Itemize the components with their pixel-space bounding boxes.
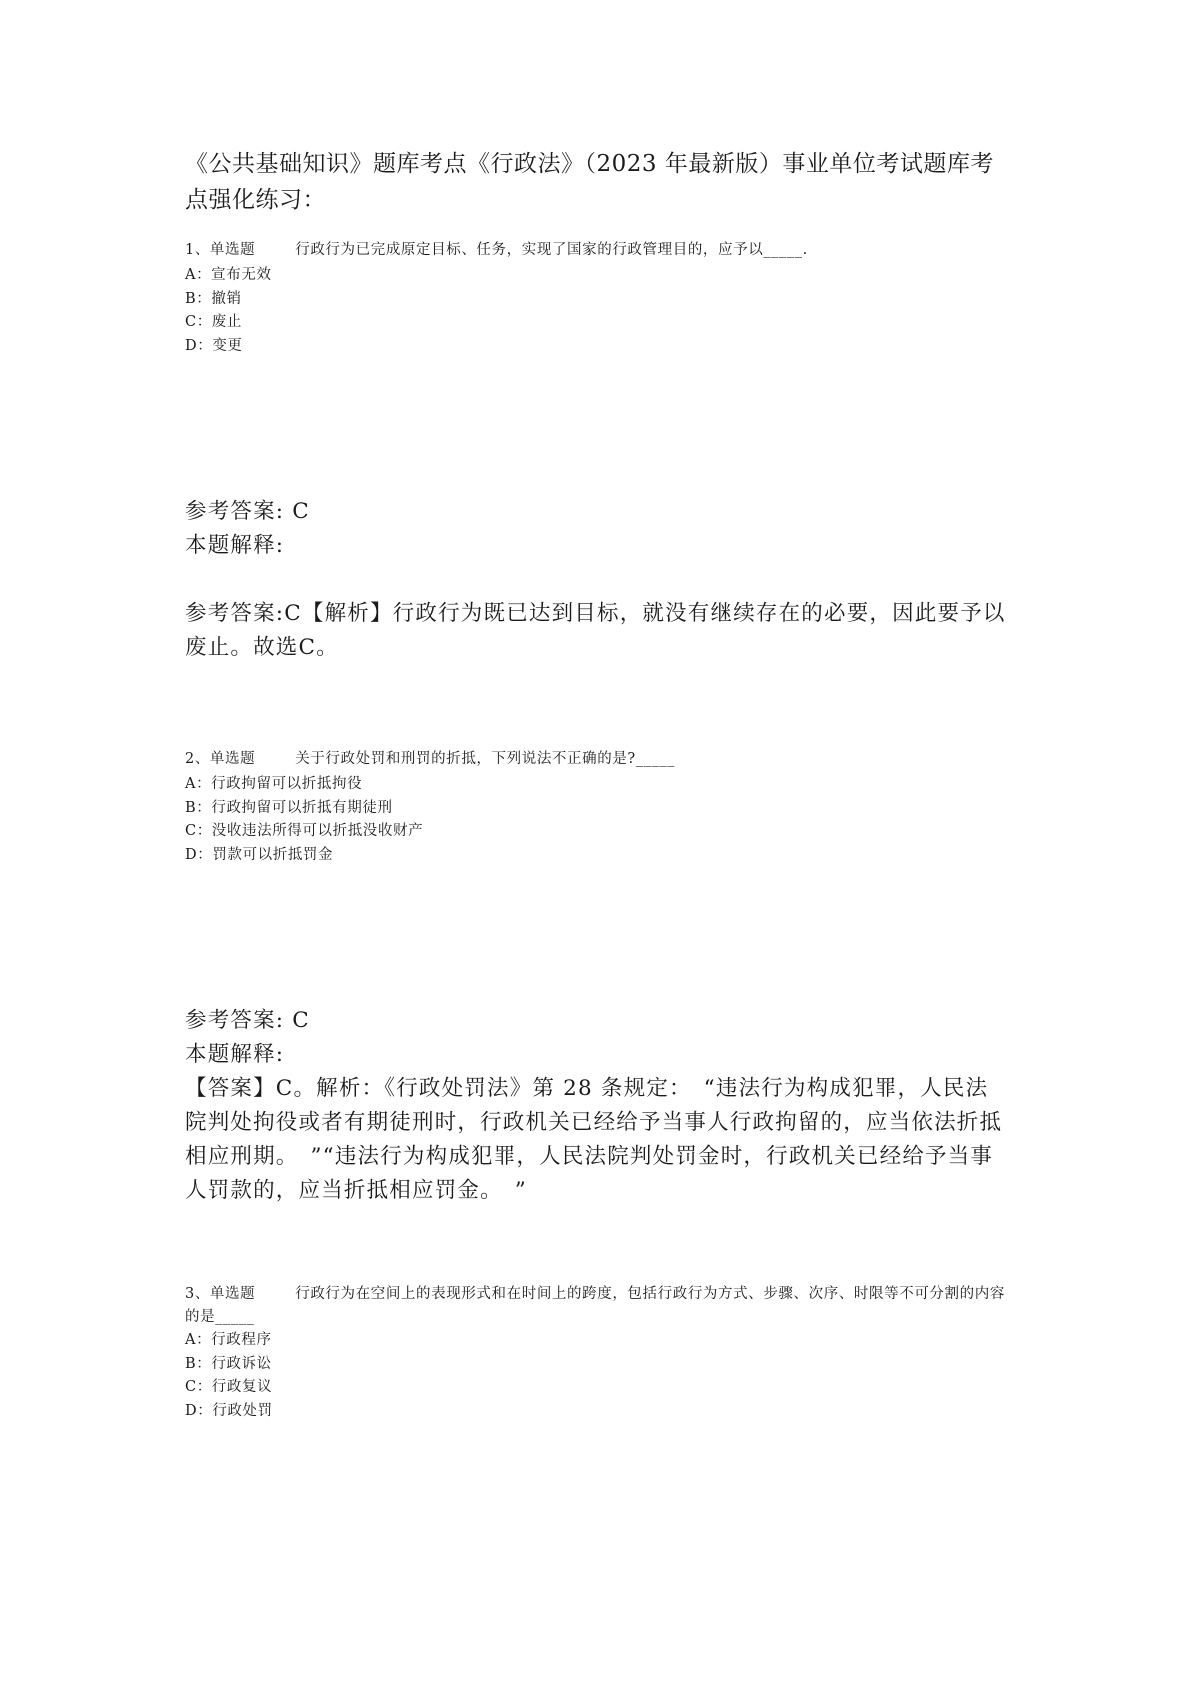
option-text: 行政程序 xyxy=(211,1332,272,1348)
question-3 xyxy=(185,1283,1005,1423)
explanation-text: 参考答案:C【解析】行政行为既已达到目标，就没有继续存在的必要，因此要予以废止。故选C。 xyxy=(185,601,1006,660)
option-text: 没收违法所得可以折抵没收财产 xyxy=(211,823,424,839)
option-letter: A： xyxy=(185,776,212,792)
question-header xyxy=(185,747,1005,771)
option-d xyxy=(185,1400,1005,1424)
reference-answer: 参考答案: C xyxy=(185,499,310,524)
option-d xyxy=(185,844,1005,868)
option-text: 行政拘留可以折抵有期徒刑 xyxy=(211,799,393,816)
question-stem: 行政行为在空间上的表现形式和在时间上的跨度，包括行政行为方式、步骤、次序、时限等不可分割的内容的是_____ xyxy=(185,1286,1005,1325)
option-b xyxy=(185,1353,1005,1377)
reference-answer: 参考答案: C xyxy=(185,1008,310,1033)
option-d xyxy=(185,335,1005,359)
option-text: 行政处罚 xyxy=(212,1402,273,1419)
option-c xyxy=(185,311,1005,335)
answer-block-1 xyxy=(185,495,1010,665)
option-letter: C： xyxy=(185,314,212,330)
option-c xyxy=(185,1376,1005,1400)
option-a xyxy=(185,773,1005,797)
option-text: 行政诉讼 xyxy=(211,1355,272,1372)
question-stem: 行政行为已完成原定目标、任务，实现了国家的行政管理目的，应予以_____. xyxy=(295,242,808,258)
option-b xyxy=(185,288,1005,312)
option-letter: C： xyxy=(185,1379,212,1395)
question-type: 1、单选题 xyxy=(185,242,256,258)
explanation-text: 【答案】C。解析：《行政处罚法》第 28 条规定： “违法行为构成犯罪，人民法院判处拘役或者有期徒刑时，行政机关已经给予当事人行政拘留的，应当依法折抵相应刑期。 ”“违法行为构成犯罪，人民法院判处罚金时，行政机关已经给予当事人罚款的，应当折抵相应罚金。 ” xyxy=(185,1076,1003,1203)
option-letter: B： xyxy=(185,290,212,307)
option-text: 行政拘留可以折抵拘役 xyxy=(211,776,363,792)
option-text: 宣布无效 xyxy=(211,267,272,283)
option-letter: D： xyxy=(185,1402,213,1419)
option-letter: D： xyxy=(185,846,213,863)
option-letter: C： xyxy=(185,823,212,839)
option-c xyxy=(185,820,1005,844)
option-letter: D： xyxy=(185,337,213,354)
option-b xyxy=(185,797,1005,821)
option-text: 行政复议 xyxy=(211,1379,273,1395)
option-text: 罚款可以折抵罚金 xyxy=(212,846,334,863)
question-2 xyxy=(185,747,1005,867)
question-1 xyxy=(185,238,1005,358)
explanation-label: 本题解释: xyxy=(185,533,285,558)
option-a xyxy=(185,264,1005,288)
option-letter: A： xyxy=(185,267,212,283)
option-text: 撤销 xyxy=(211,290,242,307)
question-header xyxy=(185,1283,1005,1329)
option-letter: B： xyxy=(185,799,212,816)
option-a xyxy=(185,1329,1005,1353)
answer-block-2 xyxy=(185,1004,1010,1208)
option-letter: A： xyxy=(185,1332,212,1348)
document-title: 《公共基础知识》题库考点《行政法》（2023 年最新版）事业单位考试题库考点强化练习： xyxy=(185,151,994,213)
question-type: 3、单选题 xyxy=(185,1286,256,1302)
option-letter: B： xyxy=(185,1355,212,1372)
question-stem: 关于行政处罚和刑罚的折抵，下列说法不正确的是?_____ xyxy=(295,751,676,767)
option-text: 变更 xyxy=(212,337,243,354)
question-type: 2、单选题 xyxy=(185,751,256,767)
question-header xyxy=(185,238,1005,262)
option-text: 废止 xyxy=(211,314,242,330)
explanation-label: 本题解释: xyxy=(185,1042,285,1067)
